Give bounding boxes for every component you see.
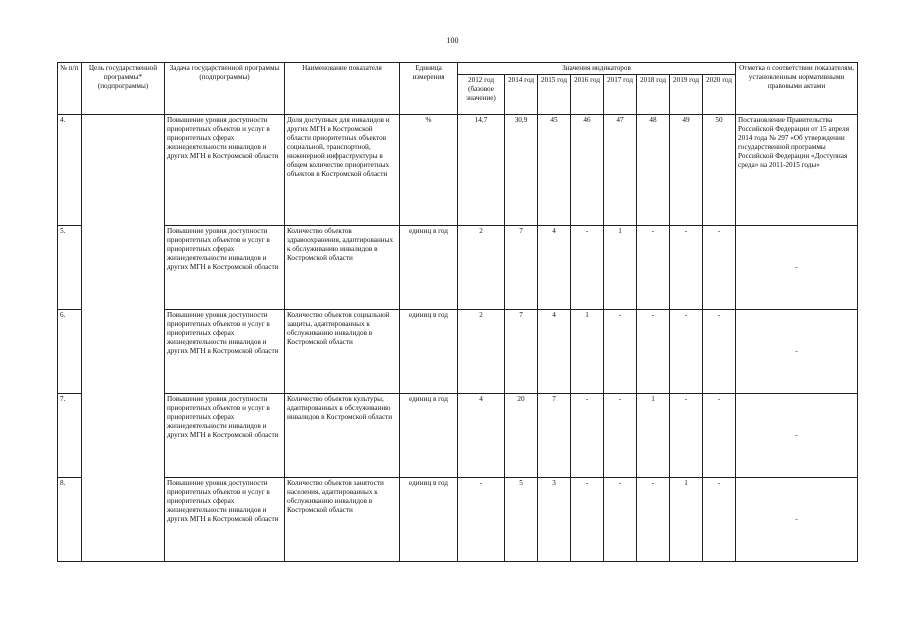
row-value: 7: [538, 394, 571, 478]
row-act: -: [736, 394, 858, 478]
row-value: 2: [458, 226, 505, 310]
row-value: -: [703, 478, 736, 562]
row-value: -: [637, 478, 670, 562]
row-task: Повышение уровня доступности приоритетных объектов и услуг в приоритетных сферах жизнедеятельности инвалидов и других МГН в Костромской области: [165, 115, 285, 226]
table-row: [58, 394, 858, 478]
row-task: Повышение уровня доступности приоритетных объектов и услуг в приоритетных сферах жизнедеятельности инвалидов и других МГН в Костромской области: [165, 394, 285, 478]
header-year: 2015 год: [538, 75, 571, 115]
row-value: 1: [670, 478, 703, 562]
header-year: 2020 год: [703, 75, 736, 115]
row-value: 7: [505, 310, 538, 394]
header-year: 2012 год (базовое значение): [458, 75, 505, 115]
page-number: 100: [446, 36, 459, 45]
header-year: 2016 год: [571, 75, 604, 115]
row-value: -: [703, 394, 736, 478]
row-num: 4.: [58, 115, 82, 226]
row-unit: единиц в год: [400, 394, 458, 478]
row-value: -: [703, 226, 736, 310]
row-value: 48: [637, 115, 670, 226]
row-value: 2: [458, 310, 505, 394]
row-value: -: [670, 394, 703, 478]
header-row-1: [58, 63, 858, 75]
row-indicator: Количество объектов социальной защиты, адаптированных к обслуживанию инвалидов в Костромской области: [285, 310, 400, 394]
row-value: 1: [604, 226, 637, 310]
header-values-group: Значения индикаторов: [458, 63, 736, 75]
row-value: 47: [604, 115, 637, 226]
row-indicator: Доля доступных для инвалидов и других МГН в Костромской области приоритетных объектов социальной, транспортной, инженерной инфраструктуры в общем количестве приоритетных объектов в Костромской области: [285, 115, 400, 226]
header-year: 2019 год: [670, 75, 703, 115]
row-value: -: [604, 310, 637, 394]
row-unit: %: [400, 115, 458, 226]
row-indicator: Количество объектов здравоохранения, адаптированных к обслуживанию инвалидов в Костромской области: [285, 226, 400, 310]
row-act: -: [736, 310, 858, 394]
row-task: Повышение уровня доступности приоритетных объектов и услуг в приоритетных сферах жизнедеятельности инвалидов и других МГН в Костромской области: [165, 310, 285, 394]
table-row: [58, 115, 858, 226]
row-act: Постановление Правительства Российской Федерации от 15 апреля 2014 года № 297 «Об утверждении государственной программы Российской Федерации «Доступная среда» на 2011-2015 годы»: [736, 115, 858, 226]
row-num: 5.: [58, 226, 82, 310]
row-indicator: Количество объектов культуры, адаптированных к обслуживанию инвалидов в Костромской области: [285, 394, 400, 478]
header-acts: Отметка о соответствии показателям, установленным нормативными правовыми актами: [736, 63, 858, 115]
row-task: Повышение уровня доступности приоритетных объектов и услуг в приоритетных сферах жизнедеятельности инвалидов и других МГН в Костромской области: [165, 226, 285, 310]
header-year: 2018 год: [637, 75, 670, 115]
row-value: 1: [637, 394, 670, 478]
row-value: -: [604, 394, 637, 478]
row-value: -: [670, 310, 703, 394]
row-num: 6.: [58, 310, 82, 394]
row-value: -: [703, 310, 736, 394]
header-task: Задача государственной программы (подпрограммы): [165, 63, 285, 115]
table-row: [58, 310, 858, 394]
row-value: 46: [571, 115, 604, 226]
row-value: 50: [703, 115, 736, 226]
row-value: -: [637, 310, 670, 394]
row-value: 14,7: [458, 115, 505, 226]
goal-cell: [82, 115, 165, 562]
row-value: -: [458, 478, 505, 562]
table-row: [58, 226, 858, 310]
row-value: 20: [505, 394, 538, 478]
row-act: -: [736, 226, 858, 310]
row-value: 5: [505, 478, 538, 562]
row-value: 7: [505, 226, 538, 310]
header-indicator: Наименование показателя: [285, 63, 400, 115]
indicators-table: [57, 62, 858, 562]
header-year: 2014 год: [505, 75, 538, 115]
row-num: 7.: [58, 394, 82, 478]
row-value: -: [604, 478, 637, 562]
header-unit: Единица измерения: [400, 63, 458, 115]
header-num: № п/п: [58, 63, 82, 115]
row-value: -: [637, 226, 670, 310]
row-unit: единиц в год: [400, 310, 458, 394]
row-value: 45: [538, 115, 571, 226]
row-value: 4: [538, 226, 571, 310]
table-row: [58, 478, 858, 562]
row-act: -: [736, 478, 858, 562]
row-num: 8.: [58, 478, 82, 562]
header-goal: Цель государственной программы* (подпрограммы): [82, 63, 165, 115]
row-value: 30,9: [505, 115, 538, 226]
row-indicator: Количество объектов занятости населения, адаптированных к обслуживанию инвалидов в Костромской области: [285, 478, 400, 562]
row-value: 3: [538, 478, 571, 562]
row-value: 1: [571, 310, 604, 394]
row-unit: единиц в год: [400, 226, 458, 310]
row-value: -: [571, 394, 604, 478]
row-value: -: [571, 478, 604, 562]
row-unit: единиц в год: [400, 478, 458, 562]
row-value: 49: [670, 115, 703, 226]
row-task: Повышение уровня доступности приоритетных объектов и услуг в приоритетных сферах жизнедеятельности инвалидов и других МГН в Костромской области: [165, 478, 285, 562]
row-value: 4: [538, 310, 571, 394]
row-value: -: [571, 226, 604, 310]
row-value: -: [670, 226, 703, 310]
header-year: 2017 год: [604, 75, 637, 115]
row-value: 4: [458, 394, 505, 478]
